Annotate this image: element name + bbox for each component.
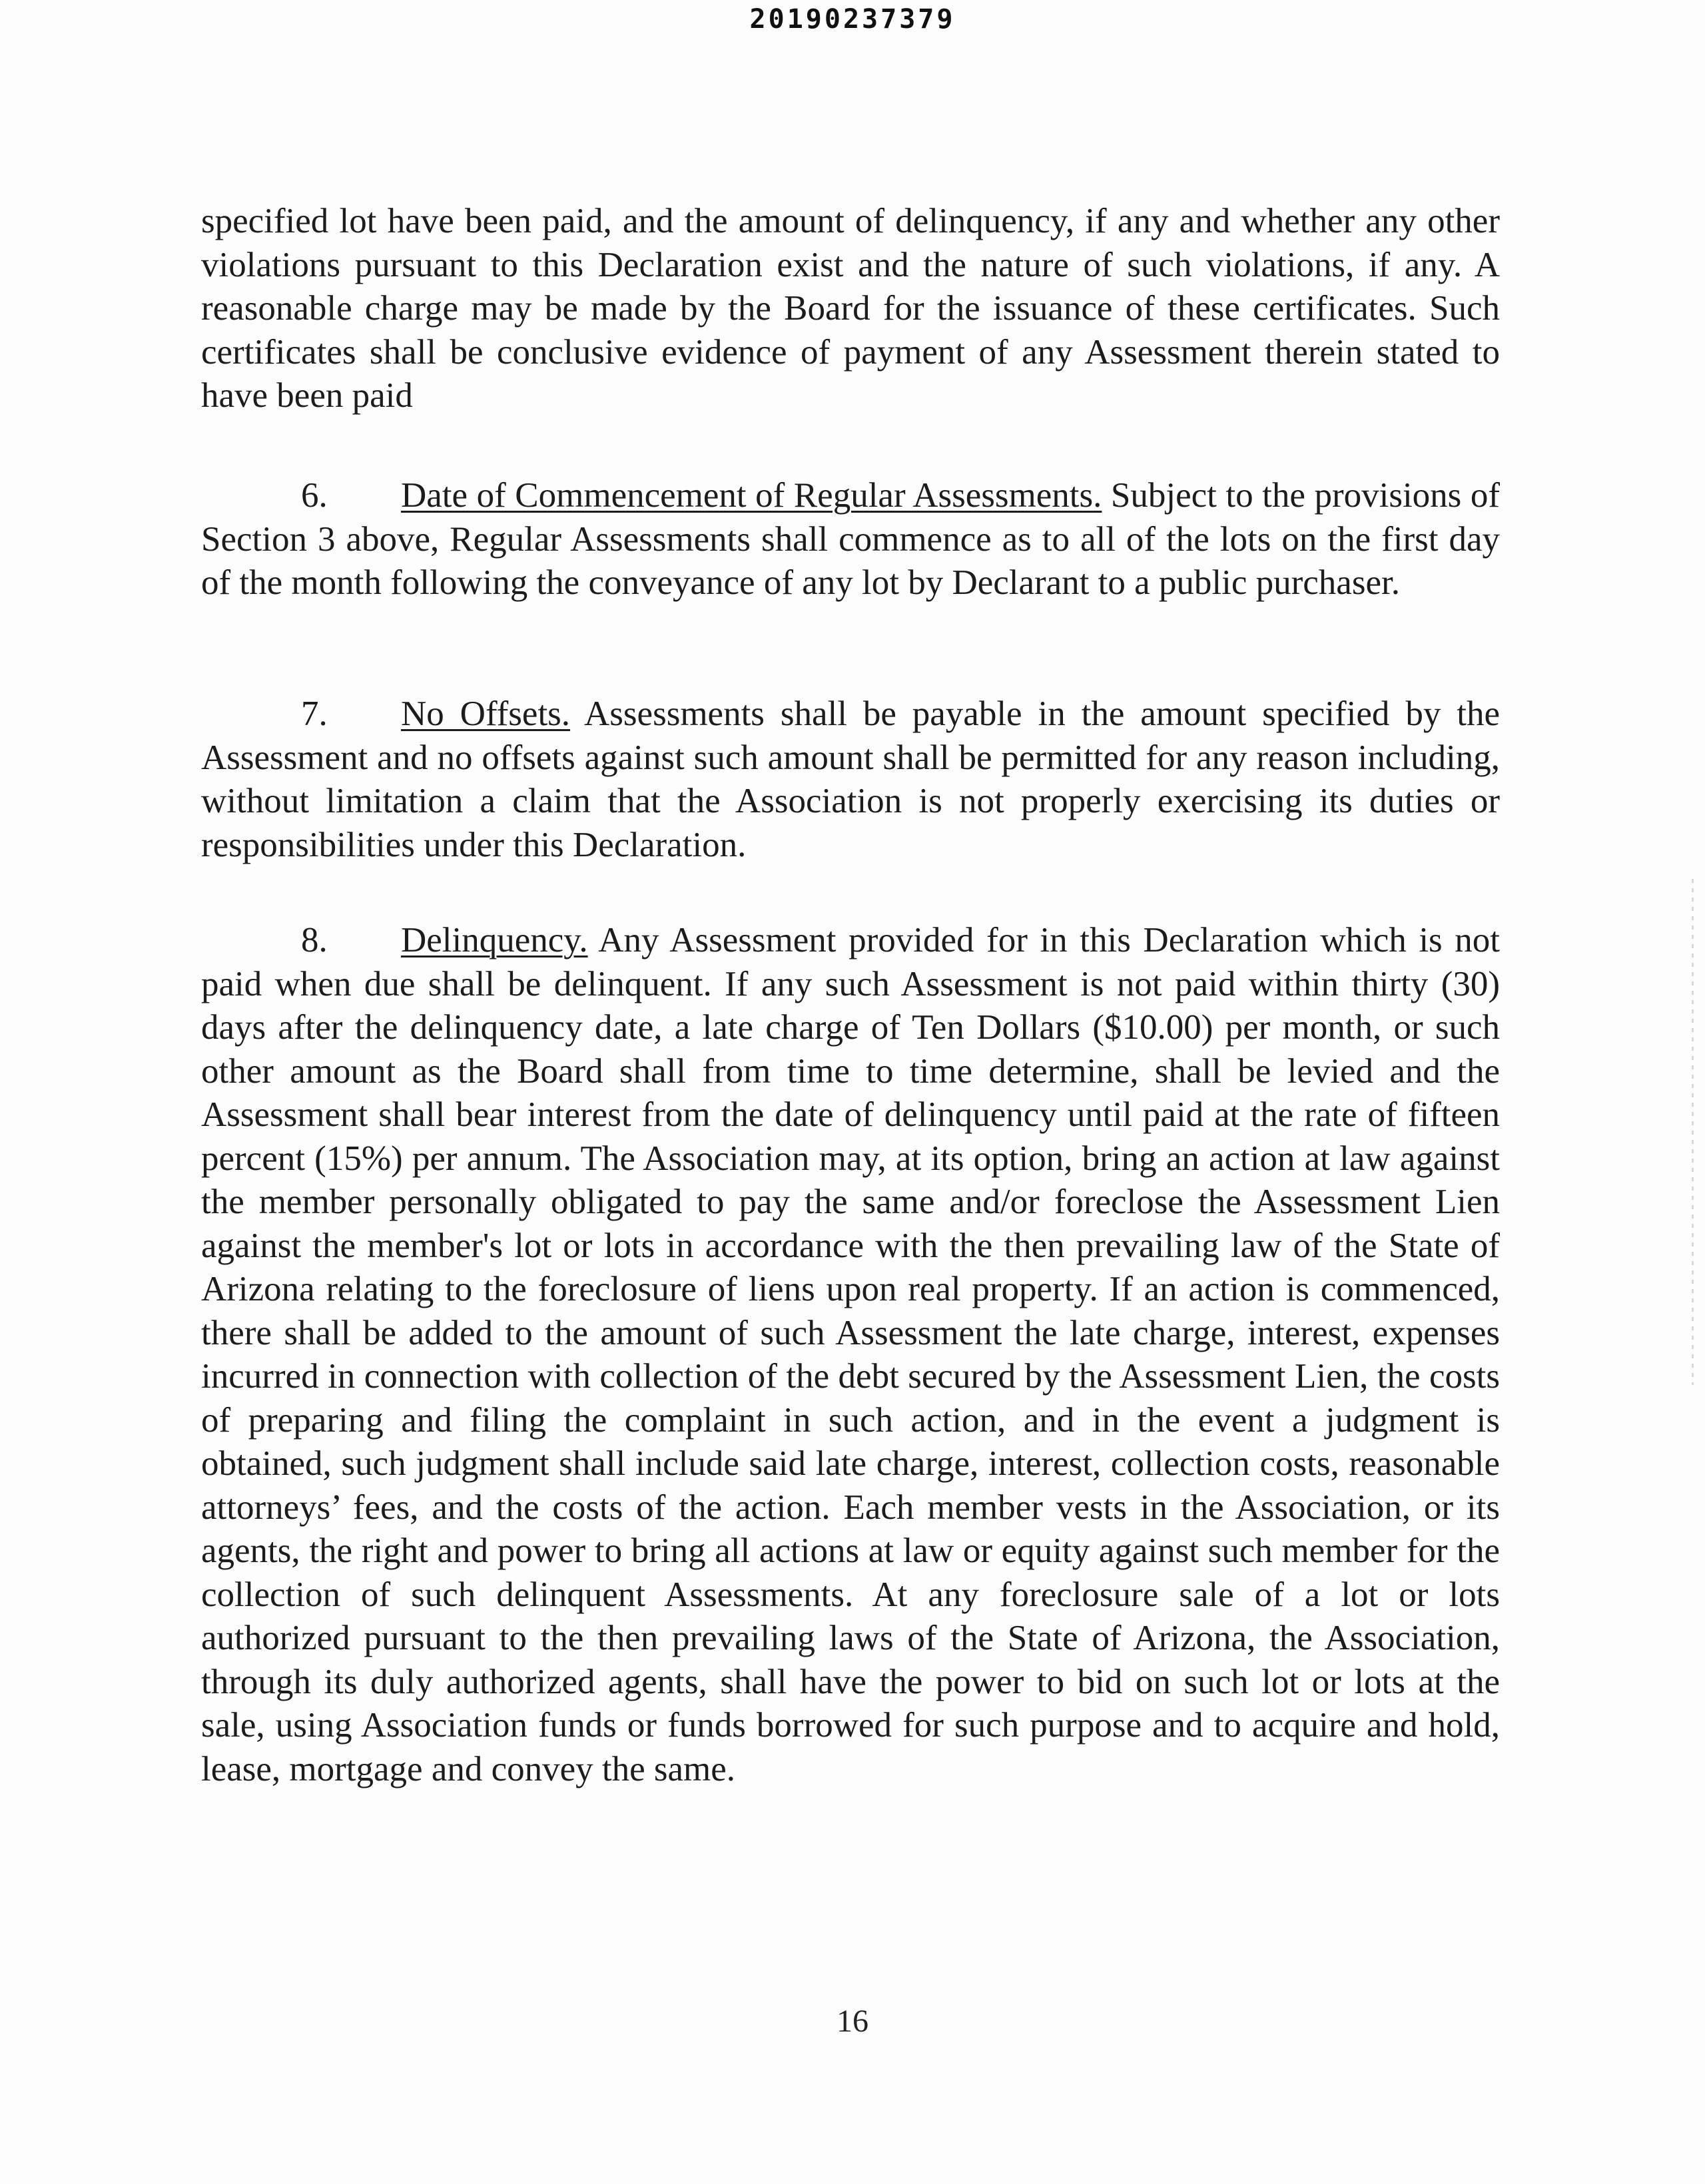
section-6-number: 6. (301, 476, 328, 515)
section-6-body: Subject to the provisions of Section 3 above, Regular Assessments shall commence as to all of the lots on the first day of the month following the conveyance of any lot by Declarant to a public purchaser. (201, 476, 1500, 602)
section-6-heading: Date of Commencement of Regular Assessments. (401, 476, 1102, 515)
section-7-paragraph (201, 692, 1500, 867)
section-7-heading: No Offsets. (401, 694, 571, 733)
page-number: 16 (837, 2004, 868, 2039)
section-8-number: 8. (301, 921, 328, 959)
scan-edge-artifact (1692, 879, 1694, 1385)
section-8-heading: Delinquency. (401, 921, 588, 959)
section-8-body: Any Assessment provided for in this Declaration which is not paid when due shall be delinquent. If any such Assessment is not paid within thirty (30) days after the delinquency date, a late charge of Ten Dollars ($10.00) per month, or such other amount as the Board shall from time to time determine, shall be levied and the Assessment shall bear interest from the date of delinquency until paid at the rate of fifteen percent (15%) per annum. The Association may, at its option, bring an action at law against the member personally obligated to pay the same and/or foreclose the Assessment Lien against the member's lot or lots in accordance with the then prevailing law of the State of Arizona relating to the foreclosure of liens upon real property. If an action is commenced, there shall be added to the amount of such Assessment the late charge, interest, expenses incurred in connection with collection of the debt secured by the Assessment Lien, the costs of preparing and filing the complaint in such action, and in the event a judgment is obtained, such judgment shall include said late charge, interest, collection costs, reasonable attorneys’ fees, and the costs of the action. Each member vests in the Association, or its agents, the right and power to bring all actions at law or equity against such member for the collection of such delinquent Assessments. At any foreclosure sale of a lot or lots authorized pursuant to the then prevailing laws of the State of Arizona, the Association, through its duly authorized agents, shall have the power to bid on such lot or lots at the sale, using Association funds or funds borrowed for such purpose and to acquire and hold, lease, mortgage and convey the same. (201, 921, 1500, 1788)
section-6-paragraph (201, 474, 1500, 605)
lead-paragraph: specified lot have been paid, and the amount of delinquency, if any and whether any other violations pursuant to this Declaration exist and the nature of such violations, if any. A reasonable charge may be made by the Board for the issuance of these certificates. Such certificates shall be conclusive evidence of payment of any Assessment therein stated to have been paid (201, 202, 1500, 415)
document-number: 20190237379 (749, 4, 956, 35)
section-7-body: Assessments shall be payable in the amount specified by the Assessment and no offsets against such amount shall be permitted for any reason including, without limitation a claim that the Association is not properly exercising its duties or responsibilities under this Declaration. (201, 694, 1500, 864)
section-8-paragraph (201, 919, 1500, 1791)
section-7-number: 7. (301, 694, 328, 733)
